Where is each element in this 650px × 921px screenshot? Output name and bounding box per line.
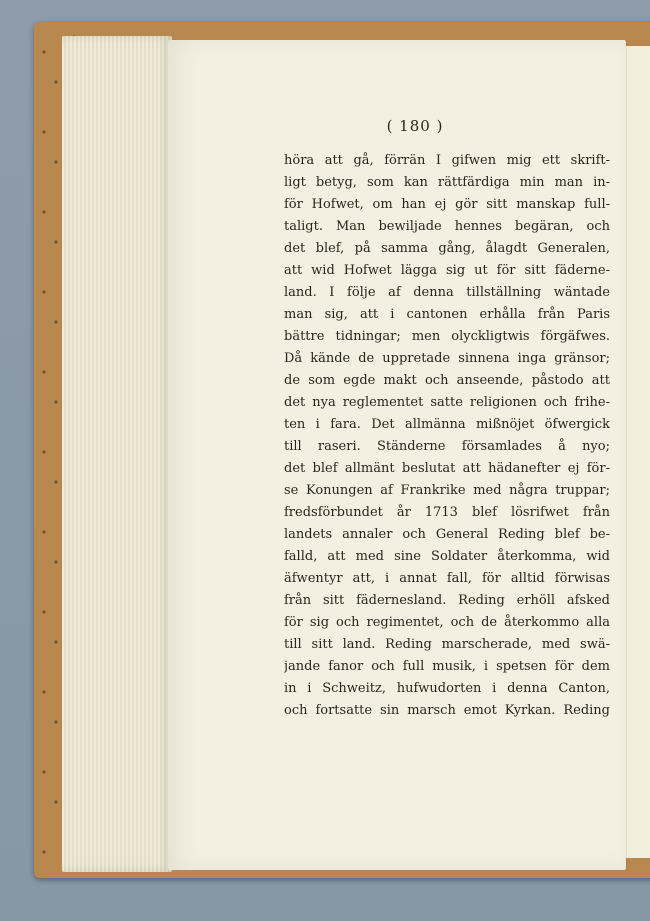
page-text xyxy=(284,150,610,770)
text-line: in i Schweitz, hufwudorten i denna Canton, xyxy=(284,681,610,696)
text-line: falld, att med sine Soldater återkomma, wid xyxy=(284,549,610,564)
text-line: att wid Hofwet lägga sig ut för sitt fäderne- xyxy=(284,263,610,278)
text-line: för sig och regimentet, och de återkommo alla xyxy=(284,615,610,630)
text-line: och fortsatte sin marsch emot Kyrkan. Reding xyxy=(284,703,610,718)
text-line: landets annaler och General Reding blef be- xyxy=(284,527,610,542)
text-line: taligt. Man bewiljade hennes begäran, och xyxy=(284,219,610,234)
facing-page-edge xyxy=(624,46,650,858)
text-line: jande fanor och full musik, i spetsen för dem xyxy=(284,659,610,674)
text-line: land. I följe af denna tillställning wäntade xyxy=(284,285,610,300)
text-line: äfwentyr att, i annat fall, för alltid förwisas xyxy=(284,571,610,586)
text-line: Då kände de uppretade sinnena inga gränsor; xyxy=(284,351,610,366)
text-line: höra att gå, förrän I gifwen mig ett skrift- xyxy=(284,153,610,168)
text-line: se Konungen af Frankrike med några truppar; xyxy=(284,483,610,498)
page-edges xyxy=(62,36,172,872)
text-line: från sitt fädernesland. Reding erhöll afsked xyxy=(284,593,610,608)
text-line: till raseri. Ständerne församlades å nyo; xyxy=(284,439,610,454)
text-line: man sig, att i cantonen erhålla från Paris xyxy=(284,307,610,322)
text-line: bättre tidningar; men olyckligtwis förgäfwes. xyxy=(284,329,610,344)
text-line: ligt betyg, som kan rättfärdiga min man in- xyxy=(284,175,610,190)
text-line: till sitt land. Reding marscherade, med swä- xyxy=(284,637,610,652)
text-line: det blef, på samma gång, ålagdt Generalen, xyxy=(284,241,610,256)
text-line: för Hofwet, om han ej gör sitt manskap full- xyxy=(284,197,610,212)
text-line: fredsförbundet år 1713 blef lösrifwet från xyxy=(284,505,610,520)
text-line: de som egde makt och anseende, påstodo att xyxy=(284,373,610,388)
text-line: ten i fara. Det allmänna mißnöjet öfwergick xyxy=(284,417,610,432)
text-line: det nya reglementet satte religionen och frihe- xyxy=(284,395,610,410)
page-number: ( 180 ) xyxy=(386,117,444,135)
text-line: det blef allmänt beslutat att hädanefter ej för- xyxy=(284,461,610,476)
